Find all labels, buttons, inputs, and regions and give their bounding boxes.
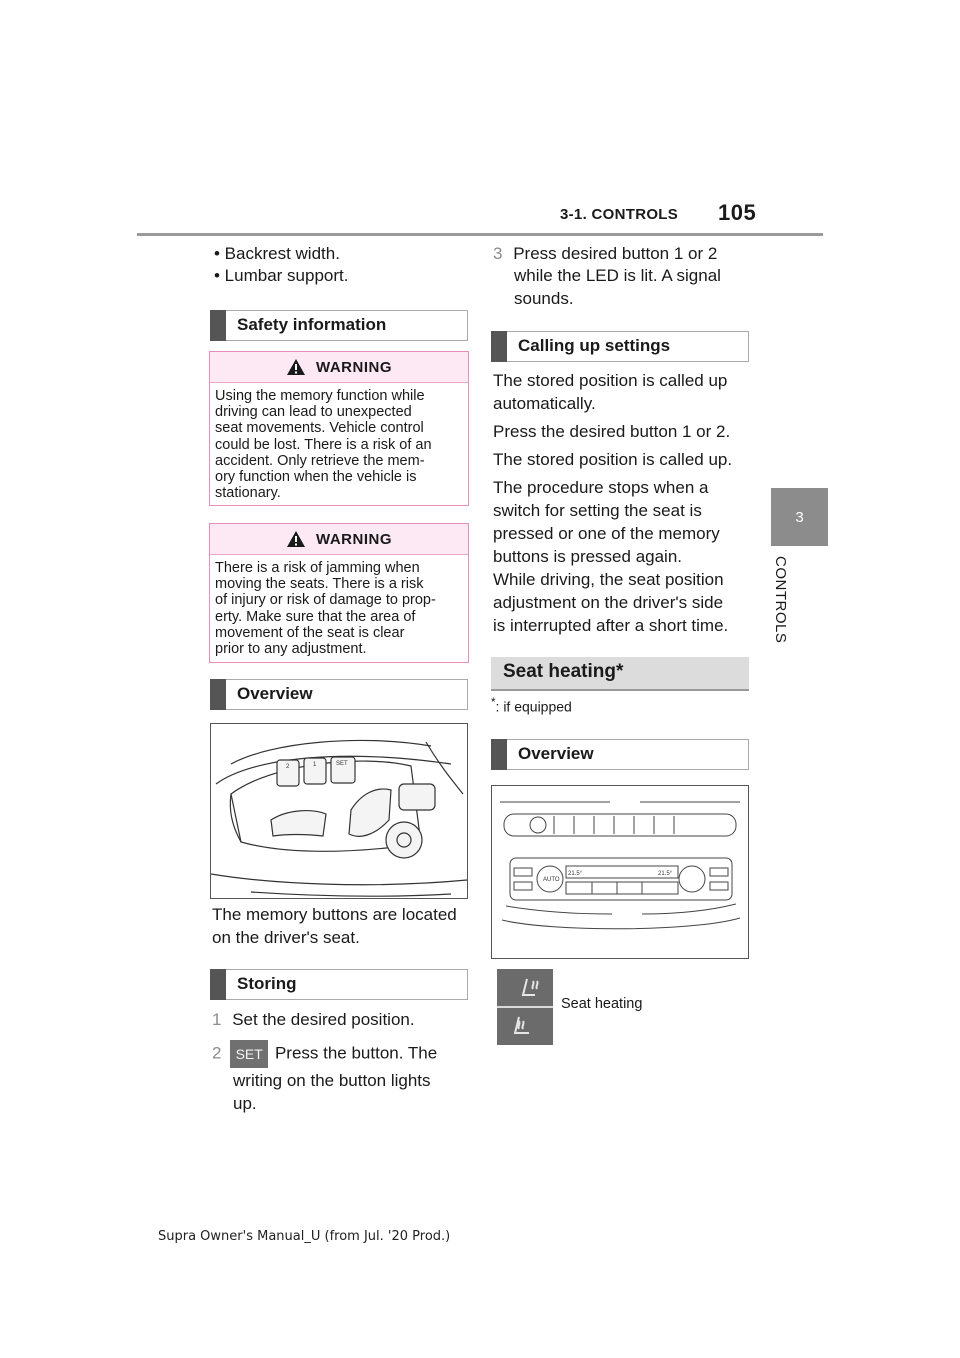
seat-panel-drawing [211, 724, 467, 898]
heading-overview-left: Overview [210, 679, 468, 710]
climate-panel-drawing [492, 786, 748, 958]
warning-box-memory [209, 351, 469, 506]
climate-panel-illustration [491, 785, 749, 959]
step-3-continued: while the LED is lit. A signal sounds. [514, 266, 721, 308]
heading-overview-right: Overview [491, 739, 749, 770]
warning-text: Using the memory function while driving can lead to unexpected seat movements. Vehicle control could be lost. There is a risk of an accident. Only retrieve the mem- ory function when the vehicle is stationary. [215, 388, 432, 502]
seat-memory-illustration [210, 723, 468, 899]
chapter-tab[interactable] [771, 488, 828, 546]
calling-para-5: While driving, the seat position adjustment on the driver's side is interrupted after a short time. [493, 570, 729, 635]
heading-seat-heating: Seat heating* [491, 657, 749, 691]
memory-button-set-label: SET [336, 761, 348, 767]
step-3: 3 Press desired button 1 or 2 [493, 244, 718, 263]
warning-box-jamming [209, 523, 469, 663]
warning-text: There is a risk of jamming when moving the seats. There is a risk of injury or risk of damage to prop- erty. Make sure that the area of movement of the seat is clear prior to any adjustment. [215, 560, 436, 658]
chapter-number: 3 [795, 508, 804, 526]
chapter-tab-label: CONTROLS [772, 556, 789, 644]
climate-temp-right: 21.5° [658, 871, 673, 877]
seat-heating-caption: Seat heating [561, 996, 643, 1012]
step-2: 2 SET Press the button. The [212, 1040, 482, 1068]
header-rule [137, 233, 823, 236]
warning-header [210, 524, 468, 555]
seat-heating-buttons-icon [497, 969, 553, 1045]
step-1: 1 Set the desired position. [212, 1010, 415, 1029]
calling-para-4: The procedure stops when a switch for setting the seat is pressed or one of the memory buttons is pressed again. [493, 478, 720, 566]
climate-auto-label: AUTO [543, 877, 560, 883]
section-title: 3-1. CONTROLS [560, 206, 679, 223]
page-number: 105 [718, 200, 757, 225]
heading-calling-up-settings: Calling up settings [491, 331, 749, 362]
step-2-continued: writing on the button lights up. [233, 1071, 431, 1113]
warning-title: WARNING [316, 530, 392, 548]
memory-button-2-label: 2 [286, 764, 290, 770]
calling-para-3: The stored position is called up. [493, 450, 733, 469]
footnote: *: if equipped [491, 696, 572, 715]
warning-title: WARNING [316, 358, 392, 376]
bullet-lumbar-support: • Lumbar support. [214, 266, 349, 285]
set-button-icon: SET [230, 1040, 268, 1068]
calling-para-2: Press the desired button 1 or 2. [493, 422, 731, 441]
warning-header [210, 352, 468, 383]
calling-para-1: The stored position is called up automatically. [493, 371, 728, 413]
overview-description: The memory buttons are located on the driver's seat. [212, 905, 457, 947]
heading-storing: Storing [210, 969, 468, 1000]
warning-triangle-icon [286, 358, 306, 376]
bullet-backrest-width: • Backrest width. [214, 244, 340, 263]
warning-triangle-icon [286, 530, 306, 548]
page-footer: Supra Owner's Manual_U (from Jul. '20 Prod.) [158, 1229, 451, 1244]
memory-button-1-label: 1 [313, 762, 317, 768]
heading-safety-information: Safety information [210, 310, 468, 341]
seat-heating-icon [497, 969, 553, 1045]
climate-temp-left: 21.5° [568, 871, 583, 877]
